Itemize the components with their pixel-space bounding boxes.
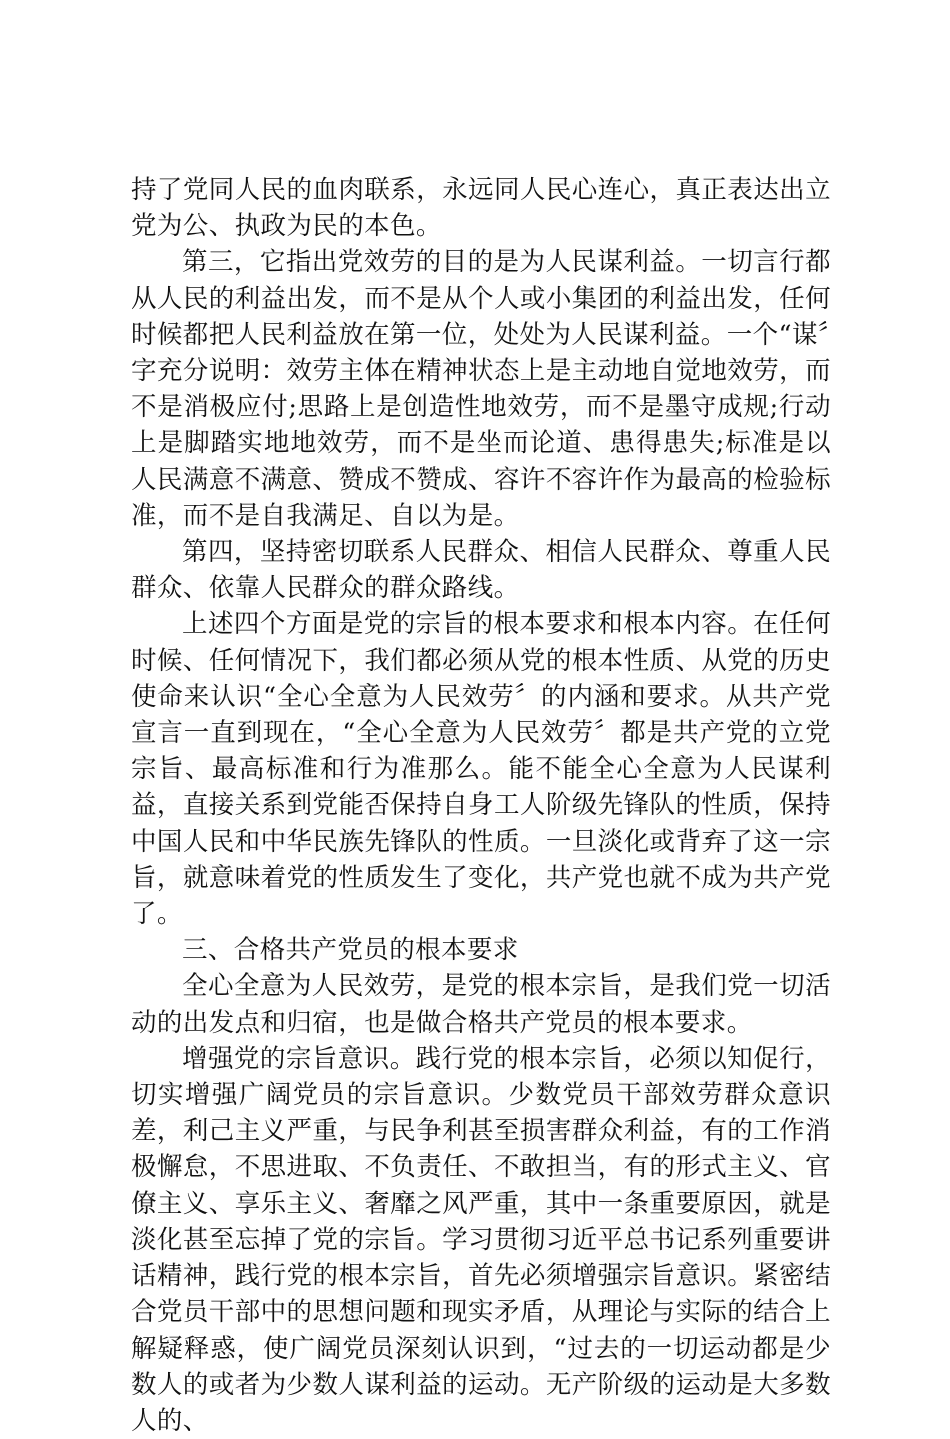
section-heading: 三、合格共产党员的根本要求 (182, 935, 519, 966)
paragraph: 上述四个方面是党的宗旨的根本要求和根本内容。在任何时候、任何情况下，我们都必须从党的根本性质、从党的历史使命来认识“全心全意为人民效劳〞的内涵和要求。从共产党宣言一直到现在，“全心全意为人民效劳〞都是共产党的立党宗旨、最高标准和行为准那么。能不能全心全意为人民谋利益，直接关系到党能否保持自身工人阶级先锋队的性质，保持中国人民和中华民族先锋队的性质。一旦淡化或背弃了这一宗旨，就意味着党的性质发生了变化，共产党也就不成为共产党了。 (131, 609, 831, 930)
document-body (131, 172, 831, 1439)
paragraph: 增强党的宗旨意识。践行党的根本宗旨，必须以知促行，切实增强广阔党员的宗旨意识。少数党员干部效劳群众意识差，利己主义严重，与民争利甚至损害群众利益，有的工作消极懈怠，不思进取、不负责任、不敢担当，有的形式主义、官僚主义、享乐主义、奢靡之风严重，其中一条重要原因，就是淡化甚至忘掉了党的宗旨。学习贯彻习近平总书记系列重要讲话精神，践行党的根本宗旨，首先必须增强宗旨意识。紧密结合党员干部中的思想问题和现实矛盾，从理论与实际的结合上解疑释惑，使广阔党员深刻认识到，“过去的一切运动都是少数人的或者为少数人谋利益的运动。无产阶级的运动是大多数人的、 (131, 1043, 831, 1436)
paragraph: 第四，坚持密切联系人民群众、相信人民群众、尊重人民群众、依靠人民群众的群众路线。 (131, 537, 831, 604)
paragraph: 第三，它指出党效劳的目的是为人民谋利益。一切言行都从人民的利益出发，而不是从个人或小集团的利益出发，任何时候都把人民利益放在第一位，处处为人民谋利益。一个“谋〞字充分说明：效劳主体在精神状态上是主动地自觉地效劳，而不是消极应付;思路上是创造性地效劳，而不是墨守成规;行动上是脚踏实地地效劳，而不是坐而论道、患得患失;标准是以人民满意不满意、赞成不赞成、容许不容许作为最高的检验标准，而不是自我满足、自以为是。 (131, 247, 831, 531)
paragraph: 持了党同人民的血肉联系，永远同人民心连心，真正表达出立党为公、执政为民的本色。 (131, 175, 831, 242)
paragraph: 全心全意为人民效劳，是党的根本宗旨，是我们党一切活动的出发点和归宿，也是做合格共产党员的根本要求。 (131, 971, 831, 1038)
